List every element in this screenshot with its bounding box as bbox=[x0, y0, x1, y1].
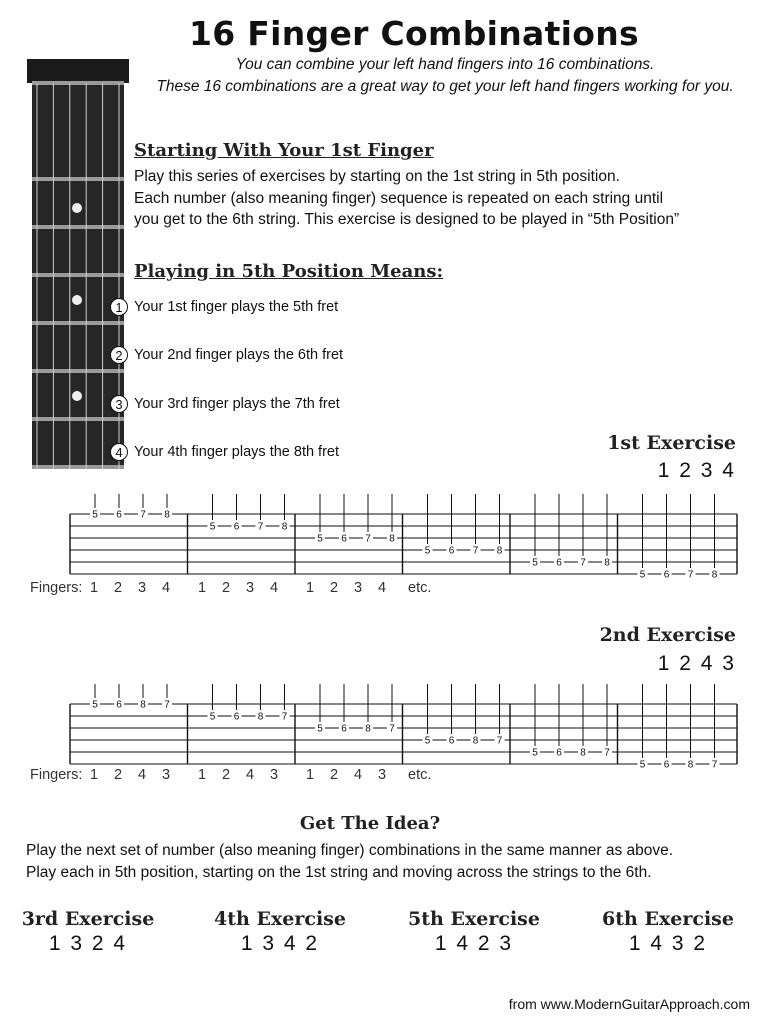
finger-number: 1 bbox=[90, 767, 99, 783]
exercise-5 bbox=[394, 908, 554, 956]
finger-number: 4 bbox=[246, 767, 255, 783]
fret-number: 6 bbox=[233, 521, 240, 533]
fret-number: 7 bbox=[472, 545, 479, 557]
section-heading-starting: Starting With Your 1st Finger bbox=[134, 140, 434, 161]
fret-number: 6 bbox=[448, 735, 455, 747]
fret-number: 7 bbox=[604, 747, 610, 759]
position-item bbox=[110, 344, 343, 366]
finger-number: 2 bbox=[330, 580, 339, 596]
fret-number: 8 bbox=[257, 711, 264, 723]
finger-number: 2 bbox=[222, 767, 231, 783]
fingers-label: Fingers: bbox=[30, 580, 83, 596]
exercise-1-numbers: 1 2 3 4 bbox=[657, 459, 736, 482]
fret-number: 5 bbox=[209, 521, 216, 533]
fret-number: 8 bbox=[604, 557, 610, 569]
fret-number: 8 bbox=[711, 569, 718, 581]
fingers-row-exercise-1 bbox=[30, 580, 470, 600]
position-item bbox=[110, 296, 338, 318]
get-the-idea-title: Get The Idea? bbox=[299, 813, 441, 834]
fret-number: 6 bbox=[663, 569, 670, 581]
finger-number: 2 bbox=[222, 580, 231, 596]
fret-number: 6 bbox=[341, 723, 347, 735]
page-title: 16 Finger Combinations bbox=[189, 14, 639, 53]
fingers-row-exercise-2 bbox=[30, 767, 470, 787]
fret-number: 7 bbox=[711, 759, 718, 771]
fret-number: 6 bbox=[556, 557, 562, 569]
fret-number: 8 bbox=[580, 747, 586, 759]
finger-number: 4 bbox=[378, 580, 387, 596]
fret-number: 7 bbox=[496, 735, 503, 747]
finger-number: 2 bbox=[114, 767, 123, 783]
fret-number: 5 bbox=[92, 509, 98, 521]
fret-wire bbox=[32, 465, 124, 469]
fret-number: 5 bbox=[532, 747, 538, 759]
exercise-6-numbers: 1 4 3 2 bbox=[628, 932, 708, 955]
fret-number: 6 bbox=[116, 699, 122, 711]
fretboard-headstock-nut bbox=[27, 59, 129, 83]
section-heading-position: Playing in 5th Position Means: bbox=[134, 261, 444, 282]
exercise-5-numbers: 1 4 2 3 bbox=[434, 932, 514, 955]
finger-number: 3 bbox=[138, 580, 147, 596]
fret-number: 5 bbox=[317, 533, 323, 545]
fret-number: 5 bbox=[424, 545, 431, 557]
finger-number: 1 bbox=[90, 580, 99, 596]
finger-number: 3 bbox=[354, 580, 363, 596]
finger-number-circle: 3 bbox=[110, 395, 128, 413]
fret-number: 6 bbox=[233, 711, 240, 723]
fret-number: 6 bbox=[341, 533, 347, 545]
position-item bbox=[110, 393, 340, 415]
etc-label: etc. bbox=[408, 580, 432, 596]
exercise-2-numbers: 1 2 4 3 bbox=[657, 652, 736, 675]
fret-number: 5 bbox=[639, 569, 646, 581]
idea-line: Play the next set of number (also meaning finger) combinations in the same manner as above. bbox=[26, 842, 674, 859]
exercise-3-title: 3rd Exercise bbox=[21, 908, 155, 930]
exercise-4-title: 4th Exercise bbox=[214, 908, 346, 930]
fret-number: 7 bbox=[389, 723, 395, 735]
fret-number: 5 bbox=[424, 735, 431, 747]
fret-number: 5 bbox=[639, 759, 646, 771]
fret-number: 5 bbox=[209, 711, 216, 723]
finger-number: 4 bbox=[270, 580, 279, 596]
fret-number: 5 bbox=[317, 723, 323, 735]
fret-number: 8 bbox=[389, 533, 395, 545]
fret-number: 7 bbox=[281, 711, 288, 723]
finger-number: 1 bbox=[306, 580, 315, 596]
section1-line: Each number (also meaning finger) sequence is repeated on each string until bbox=[134, 189, 664, 207]
fret-number: 8 bbox=[496, 545, 503, 557]
section1-line: Play this series of exercises by starting on the 1st string in 5th position. bbox=[134, 168, 620, 185]
fret-number: 7 bbox=[164, 699, 170, 711]
exercise-6-title: 6th Exercise bbox=[602, 908, 734, 930]
fret-number: 7 bbox=[257, 521, 264, 533]
idea-line: Play each in 5th position, starting on the 1st string and moving across the strings to the 6th. bbox=[26, 863, 652, 881]
finger-number-circle: 4 bbox=[110, 443, 128, 461]
fret-wire bbox=[32, 369, 124, 373]
finger-number-circle: 1 bbox=[110, 298, 128, 316]
finger-number: 2 bbox=[330, 767, 339, 783]
finger-number-circle: 2 bbox=[110, 346, 128, 364]
section1-line: you get to the 6th string. This exercise is designed to be played in “5th Position” bbox=[134, 211, 680, 228]
fret-marker-dot bbox=[72, 203, 82, 213]
fret-number: 6 bbox=[556, 747, 562, 759]
fingers-label: Fingers: bbox=[30, 767, 83, 783]
fret-wire bbox=[32, 177, 124, 181]
position-item-text: Your 2nd finger plays the 6th fret bbox=[134, 347, 344, 363]
finger-number: 3 bbox=[270, 767, 279, 783]
finger-number: 1 bbox=[198, 580, 207, 596]
fret-wire bbox=[32, 225, 124, 229]
position-item-text: Your 4th finger plays the 8th fret bbox=[134, 444, 340, 460]
finger-number: 4 bbox=[162, 580, 171, 596]
position-item-text: Your 3rd finger plays the 7th fret bbox=[134, 396, 340, 412]
tab-staff-exercise-2 bbox=[0, 678, 768, 774]
finger-number: 4 bbox=[354, 767, 363, 783]
fret-wire bbox=[32, 417, 124, 421]
fret-wire bbox=[32, 321, 124, 325]
finger-number: 3 bbox=[246, 580, 255, 596]
fret-number: 7 bbox=[580, 557, 586, 569]
finger-number: 4 bbox=[138, 767, 147, 783]
fret-wire bbox=[32, 273, 124, 277]
exercise-1-title: 1st Exercise bbox=[607, 432, 736, 454]
exercise-5-title: 5th Exercise bbox=[408, 908, 540, 930]
fret-number: 8 bbox=[140, 699, 146, 711]
fret-number: 8 bbox=[472, 735, 479, 747]
fret-number: 5 bbox=[92, 699, 98, 711]
fret-number: 8 bbox=[687, 759, 694, 771]
section1-paragraph bbox=[134, 166, 679, 231]
fret-number: 6 bbox=[448, 545, 455, 557]
fret-number: 7 bbox=[140, 509, 146, 521]
fret-number: 6 bbox=[663, 759, 670, 771]
fret-number: 8 bbox=[164, 509, 170, 521]
fret-number: 8 bbox=[281, 521, 288, 533]
exercise-6 bbox=[588, 908, 748, 956]
position-item bbox=[110, 441, 339, 463]
fret-wire bbox=[32, 81, 124, 85]
finger-number: 3 bbox=[378, 767, 387, 783]
subtitle-line-1: You can combine your left hand fingers into 16 combinations. bbox=[235, 56, 655, 73]
position-item-text: Your 1st finger plays the 5th fret bbox=[134, 299, 339, 315]
exercise-2-title: 2nd Exercise bbox=[599, 624, 736, 646]
exercise-3 bbox=[8, 908, 168, 956]
fret-number: 7 bbox=[365, 533, 371, 545]
fret-number: 8 bbox=[365, 723, 371, 735]
source-footer: from www.ModernGuitarApproach.com bbox=[508, 996, 750, 1012]
finger-number: 1 bbox=[306, 767, 315, 783]
exercise-4-numbers: 1 3 4 2 bbox=[240, 932, 320, 955]
subtitle-line-2: These 16 combinations are a great way to get your left hand fingers working for you. bbox=[156, 78, 734, 95]
finger-number: 2 bbox=[114, 580, 123, 596]
fret-marker-dot bbox=[72, 295, 82, 305]
finger-number: 3 bbox=[162, 767, 171, 783]
fret-number: 7 bbox=[687, 569, 694, 581]
fret-number: 5 bbox=[532, 557, 538, 569]
fret-number: 6 bbox=[116, 509, 122, 521]
etc-label: etc. bbox=[408, 767, 432, 783]
fret-marker-dot bbox=[72, 391, 82, 401]
finger-number: 1 bbox=[198, 767, 207, 783]
exercise-3-numbers: 1 3 2 4 bbox=[48, 932, 128, 955]
tab-staff-exercise-1 bbox=[0, 488, 768, 584]
exercise-4 bbox=[200, 908, 360, 956]
idea-paragraph bbox=[26, 840, 673, 883]
